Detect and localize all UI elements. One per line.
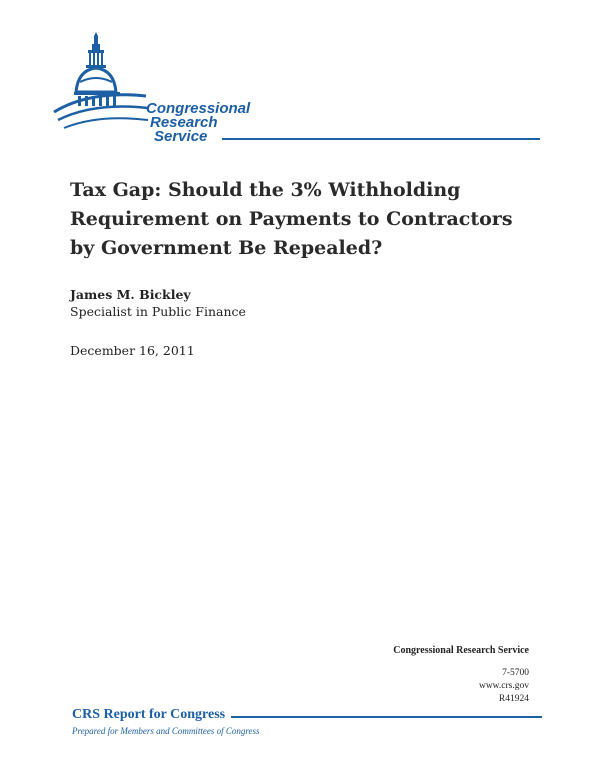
report-info — [393, 645, 529, 706]
info-phone: 7-5700 — [502, 668, 529, 678]
logo-line-service: Service — [154, 128, 208, 145]
author-name: James M. Bickley — [70, 287, 191, 302]
header-rule — [222, 138, 540, 140]
footer-rule — [231, 716, 542, 718]
crs-report-label: CRS Report for Congress — [72, 707, 226, 722]
capitol-dome-icon — [50, 30, 150, 145]
crs-logo — [50, 30, 290, 145]
report-date: December 16, 2011 — [70, 343, 195, 358]
info-report-number: R41924 — [498, 694, 529, 704]
logo-line-research: Research — [150, 114, 218, 131]
info-website: www.crs.gov — [478, 681, 529, 691]
report-title: Tax Gap: Should the 3% Withholding Requirement on Payments to Contractors by Government Be Repealed? — [70, 179, 513, 259]
author-role: Specialist in Public Finance — [70, 304, 246, 319]
logo-line-congressional: Congressional — [146, 100, 251, 117]
crs-report-subtitle: Prepared for Members and Committees of Congress — [72, 726, 260, 736]
info-organization: Congressional Research Service — [393, 645, 529, 656]
